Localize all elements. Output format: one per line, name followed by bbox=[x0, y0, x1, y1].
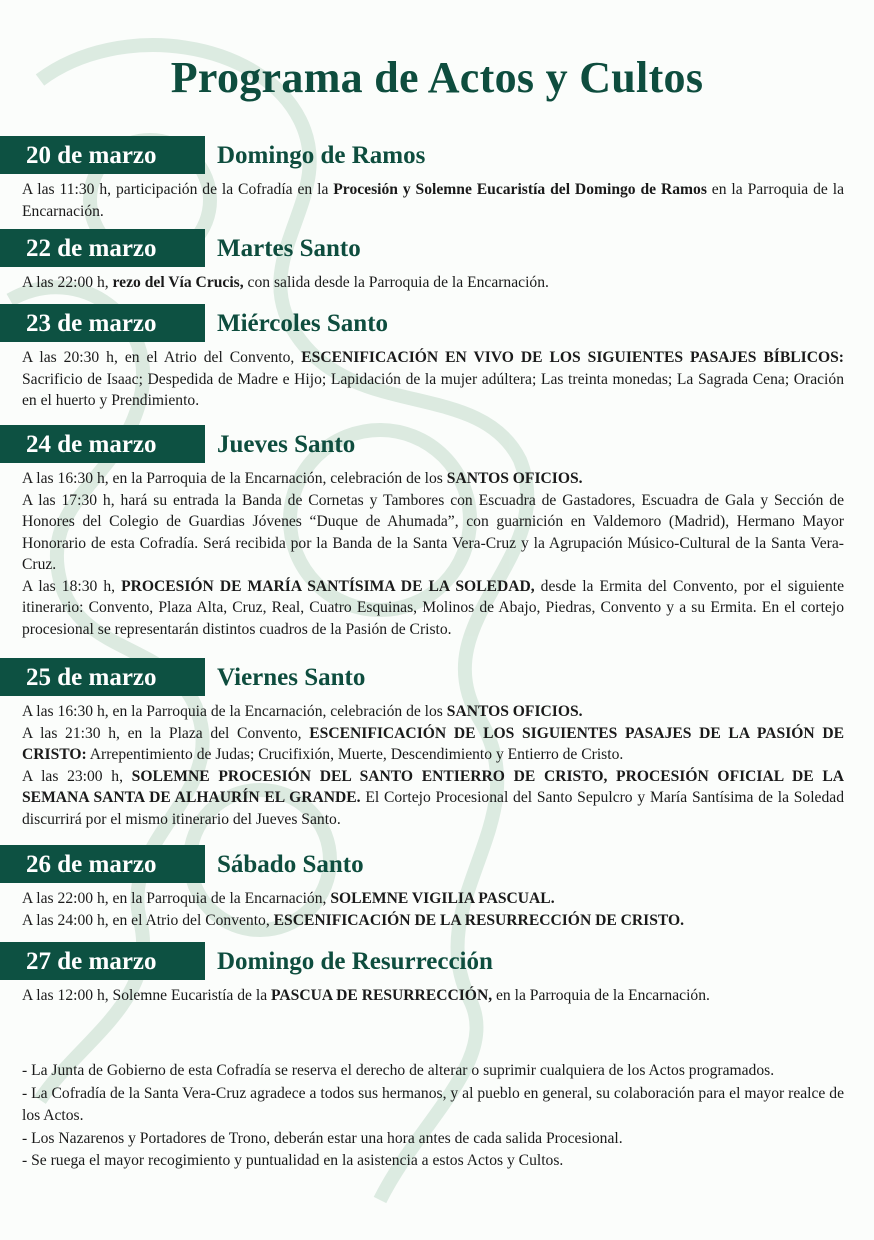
text: A las 23:00 h, bbox=[22, 767, 132, 785]
day-heading: Domingo de Resurrección bbox=[217, 948, 493, 975]
section-body bbox=[22, 985, 844, 1007]
paragraph bbox=[22, 576, 844, 641]
bold-text: SANTOS OFICIOS. bbox=[446, 703, 583, 720]
text: A las 20:30 h, en el Atrio del Convento, bbox=[22, 349, 302, 366]
day-heading: Martes Santo bbox=[217, 235, 361, 262]
notes bbox=[22, 1060, 844, 1173]
paragraph bbox=[22, 910, 844, 932]
text: A las 21:30 h, en la Plaza del Convento, bbox=[22, 724, 310, 742]
section-body bbox=[22, 347, 844, 412]
text: A las 17:30 h, hará su entrada la Banda de Cornetas y Tambores con Escuadra de Gastadores, Escuadra de Gala y Sección de Honores del Colegio de Guardias Jóvenes “Duque de Ahumada”, con guarnición en Valdemoro (Madrid), Hermano Mayor Honorario de esta Cofradía. Será recibida por la Banda de la Santa Vera-Cruz y la Agrupación Músico-Cultural de la Santa Vera-Cruz. bbox=[22, 491, 844, 573]
date-badge: 23 de marzo bbox=[0, 304, 205, 342]
section-body bbox=[22, 701, 844, 830]
bold-text: rezo del Vía Crucis, bbox=[112, 274, 244, 291]
section-body bbox=[22, 272, 844, 294]
note-item: - La Cofradía de la Santa Vera-Cruz agradece a todos sus hermanos, y al pueblo en general, su colaboración para el mayor realce de los Actos. bbox=[22, 1084, 844, 1124]
text: A las 11:30 h, participación de la Cofradía en la bbox=[22, 181, 334, 198]
note-item: - La Junta de Gobierno de esta Cofradía se reserva el derecho de alterar o suprimir cualquiera de los Actos programados. bbox=[22, 1062, 775, 1079]
paragraph bbox=[22, 468, 844, 490]
day-heading: Sábado Santo bbox=[217, 851, 364, 878]
paragraph bbox=[22, 179, 844, 222]
text: A las 22:00 h, bbox=[22, 274, 113, 291]
paragraph bbox=[22, 985, 844, 1007]
text: Arrepentimiento de Judas; Crucifixión, Muerte, Descendimiento y Entierro de Cristo. bbox=[86, 746, 624, 763]
section-body bbox=[22, 179, 844, 222]
text: en la Parroquia de la Encarnación. bbox=[492, 987, 710, 1004]
paragraph bbox=[22, 888, 844, 910]
date-badge: 27 de marzo bbox=[0, 942, 205, 980]
bold-text: SOLEMNE PROCESIÓN DEL SANTO ENTIERRO DE CRISTO, PROCESIÓN OFICIAL DE LA SEMANA SANTA DE ALHAURÍN EL GRANDE. bbox=[22, 767, 844, 806]
date-badge: 22 de marzo bbox=[0, 229, 205, 267]
page-title: Programa de Actos y Cultos bbox=[170, 53, 704, 102]
paragraph bbox=[22, 347, 844, 412]
day-heading: Domingo de Ramos bbox=[217, 142, 426, 169]
paragraph bbox=[22, 701, 844, 723]
paragraph bbox=[22, 490, 844, 576]
text: con salida desde la Parroquia de la Encarnación. bbox=[243, 274, 549, 291]
bold-text: SOLEMNE VIGILIA PASCUAL. bbox=[330, 890, 555, 907]
bold-text: PASCUA DE RESURRECCIÓN, bbox=[271, 987, 493, 1004]
note-item: - Se ruega el mayor recogimiento y puntualidad en la asistencia a estos Actos y Cultos. bbox=[22, 1152, 564, 1169]
paragraph bbox=[22, 766, 844, 831]
bold-text: ESCENIFICACIÓN DE LA RESURRECCIÓN DE CRISTO. bbox=[273, 911, 685, 929]
day-heading: Miércoles Santo bbox=[217, 310, 389, 337]
date-badge: 26 de marzo bbox=[0, 845, 205, 883]
bold-text: PROCESIÓN DE MARÍA SANTÍSIMA DE LA SOLEDAD, bbox=[121, 577, 535, 595]
text: A las 18:30 h, bbox=[22, 577, 122, 595]
text: A las 16:30 h, en la Parroquia de la Encarnación, celebración de los bbox=[22, 703, 447, 720]
text: A las 12:00 h, Solemne Eucaristía de la bbox=[22, 987, 272, 1004]
paragraph bbox=[22, 272, 844, 294]
text: desde la Ermita del Convento, por el siguiente itinerario: Convento, Plaza Alta, Cruz, Real, Cuatro Esquinas, Molinos de Abajo, Piedras, Convento y a su Ermita. En el cortejo procesional se representarán distintos cuadros de la Pasión de Cristo. bbox=[22, 577, 844, 638]
text: Sacrificio de Isaac; Despedida de Madre e Hijo; Lapidación de la mujer adúltera; Las treinta monedas; La Sagrada Cena; Oración en el huerto y Prendimiento. bbox=[22, 370, 844, 409]
bold-text: SANTOS OFICIOS. bbox=[446, 470, 583, 487]
section-body bbox=[22, 888, 844, 931]
date-badge: 20 de marzo bbox=[0, 136, 205, 174]
day-heading: Jueves Santo bbox=[217, 431, 356, 458]
paragraph bbox=[22, 723, 844, 766]
bold-text: Procesión y Solemne Eucaristía del Domingo de Ramos bbox=[333, 181, 707, 198]
text: El Cortejo Procesional del Santo Sepulcro y María Santísima de la Soledad discurrirá por el mismo itinerario del Jueves Santo. bbox=[22, 789, 844, 828]
text: A las 16:30 h, en la Parroquia de la Encarnación, celebración de los bbox=[22, 470, 447, 487]
date-badge: 25 de marzo bbox=[0, 658, 205, 696]
text: A las 22:00 h, en la Parroquia de la Encarnación, bbox=[22, 890, 331, 907]
bold-text: ESCENIFICACIÓN EN VIVO DE LOS SIGUIENTES PASAJES BÍBLICOS: bbox=[301, 349, 844, 366]
text: en la Parroquia de la Encarnación. bbox=[22, 181, 844, 220]
date-badge: 24 de marzo bbox=[0, 425, 205, 463]
day-heading: Viernes Santo bbox=[217, 664, 366, 691]
note-item: - Los Nazarenos y Portadores de Trono, deberán estar una hora antes de cada salida Procesional. bbox=[22, 1129, 623, 1147]
text: A las 24:00 h, en el Atrio del Convento, bbox=[22, 911, 274, 929]
bold-text: ESCENIFICACIÓN DE LOS SIGUIENTES PASAJES DE LA PASIÓN DE CRISTO: bbox=[22, 724, 844, 763]
section-body bbox=[22, 468, 844, 640]
